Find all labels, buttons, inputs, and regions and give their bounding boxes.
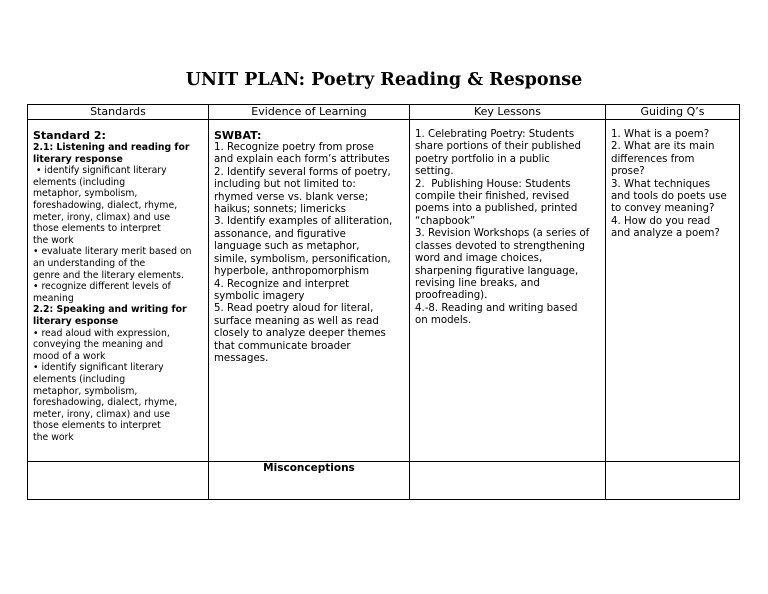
lesson-line: revising line breaks, and	[415, 277, 540, 289]
standards-cell	[28, 120, 209, 462]
lesson-line: 1. Celebrating Poetry: Students	[415, 129, 575, 141]
question-line: and tools do poets use	[611, 191, 727, 203]
lesson-line: share portions of their published	[415, 141, 582, 153]
header-standards: Standards	[28, 105, 209, 120]
header-key-lessons: Key Lessons	[410, 105, 606, 120]
standard-2-1-list	[33, 165, 205, 304]
evidence-line: language such as metaphor,	[214, 241, 360, 253]
standard-2-2-heading	[33, 304, 205, 327]
standard-line: meter, irony, climax) and use	[33, 408, 171, 420]
misconceptions-label: Misconceptions	[263, 461, 355, 474]
misconceptions-empty-2	[410, 461, 606, 499]
lesson-line: sharpening figurative language,	[415, 265, 579, 277]
misconceptions-label-cell	[209, 461, 410, 499]
evidence-line: surface meaning as well as read	[214, 315, 379, 327]
standard-line: • identify significant literary	[33, 165, 167, 177]
standard-line: metaphor, symbolism,	[33, 385, 138, 397]
evidence-line: 3. Identify examples of alliteration,	[214, 216, 393, 228]
standard-line: • evaluate literary merit based on	[33, 246, 192, 258]
standard-line: those elements to interpret	[33, 420, 161, 432]
standard-line: • recognize different levels of	[33, 281, 171, 293]
lesson-line: word and image choices,	[415, 253, 543, 265]
standard-line: meter, irony, climax) and use	[33, 211, 171, 223]
header-guiding-questions: Guiding Q’s	[606, 105, 740, 120]
header-evidence-of-learning: Evidence of Learning	[209, 105, 410, 120]
lesson-line: classes devoted to strengthening	[415, 240, 585, 252]
standard-line: • identify significant literary	[33, 362, 164, 374]
standard-line: foreshadowing, dialect, rhyme,	[33, 397, 178, 409]
lesson-line: poetry portfolio in a public	[415, 153, 550, 165]
swbat-heading: SWBAT:	[214, 129, 262, 143]
evidence-line: 5. Read poetry aloud for literal,	[214, 303, 374, 315]
misconceptions-empty-1	[28, 461, 209, 499]
standard-line: the work	[33, 234, 74, 246]
standard-heading: Standard 2:	[33, 129, 106, 143]
standard-line: conveying the meaning and	[33, 339, 164, 351]
standard-line: elements (including	[33, 373, 126, 385]
lesson-line: setting.	[415, 166, 454, 178]
evidence-line: including but not limited to:	[214, 179, 356, 191]
lesson-line: “chapbook”	[415, 215, 476, 227]
standard-line: metaphor, symbolism,	[33, 188, 138, 200]
lesson-line: 2. Publishing House: Students	[415, 178, 571, 190]
question-line: 1. What is a poem?	[611, 129, 710, 141]
lesson-line: on models.	[415, 315, 472, 327]
key-lessons-list	[415, 129, 601, 328]
standard-line: an understanding of the	[33, 257, 146, 269]
evidence-line: simile, symbolism, personification,	[214, 253, 391, 265]
question-line: and analyze a poem?	[611, 228, 720, 240]
question-line: differences from	[611, 153, 695, 165]
lesson-line: 3. Revision Workshops (a series of	[415, 228, 590, 240]
standard-line: mood of a work	[33, 350, 106, 362]
standard-line: foreshadowing, dialect, rhyme,	[33, 200, 178, 211]
standard-line: meaning	[33, 292, 74, 304]
standard-2-2-title: : Speaking and writing for literary esponse	[33, 304, 190, 327]
evidence-line: messages.	[214, 352, 269, 364]
evidence-line: assonance, and figurative	[214, 228, 346, 240]
misconceptions-row	[28, 461, 740, 499]
question-line: 2. What are its main	[611, 141, 715, 153]
evidence-line: and explain each form’s attributes	[214, 154, 390, 166]
standard-line: the work	[33, 431, 74, 443]
evidence-list	[214, 142, 405, 365]
standard-line: elements (including	[33, 176, 126, 188]
evidence-cell	[209, 120, 410, 462]
evidence-line: closely to analyze deeper themes	[214, 328, 386, 340]
evidence-line: that communicate broader	[214, 340, 351, 352]
key-lessons-cell	[410, 120, 606, 462]
misconceptions-empty-3	[606, 461, 740, 499]
standard-2-1-heading: 2.1: Listening and reading for literary response	[33, 142, 193, 165]
evidence-line: haikus; sonnets; limericks	[214, 204, 346, 216]
lesson-line: proofreading).	[415, 290, 488, 302]
standard-line: genre and the literary elements.	[33, 269, 184, 281]
guiding-questions-list	[611, 129, 735, 241]
question-line: to convey meaning?	[611, 203, 715, 215]
evidence-line: symbolic imagery	[214, 290, 305, 302]
question-line: 4. How do you read	[611, 215, 711, 227]
standard-2-2-number: 2.2	[33, 304, 50, 316]
header-row	[28, 105, 740, 120]
unit-plan-table	[27, 104, 740, 500]
evidence-line: hyperbole, anthropomorphism	[214, 266, 370, 278]
evidence-line: 1. Recognize poetry from prose	[214, 142, 374, 154]
guiding-questions-cell	[606, 120, 740, 462]
content-row	[28, 120, 740, 462]
lesson-line: poems into a published, printed	[415, 203, 578, 215]
question-line: 3. What techniques	[611, 178, 711, 190]
evidence-line: 2. Identify several forms of poetry,	[214, 166, 391, 178]
standard-2-2-list	[33, 328, 205, 444]
lesson-line: 4.-8. Reading and writing based	[415, 302, 578, 314]
standard-line: • read aloud with expression,	[33, 327, 170, 339]
lesson-line: compile their finished, revised	[415, 191, 570, 203]
evidence-line: 4. Recognize and interpret	[214, 278, 350, 290]
page-title: UNIT PLAN: Poetry Reading & Response	[185, 70, 583, 90]
standard-line: those elements to interpret	[33, 223, 161, 235]
evidence-line: rhymed verse vs. blank verse;	[214, 191, 369, 203]
question-line: prose?	[611, 166, 645, 178]
